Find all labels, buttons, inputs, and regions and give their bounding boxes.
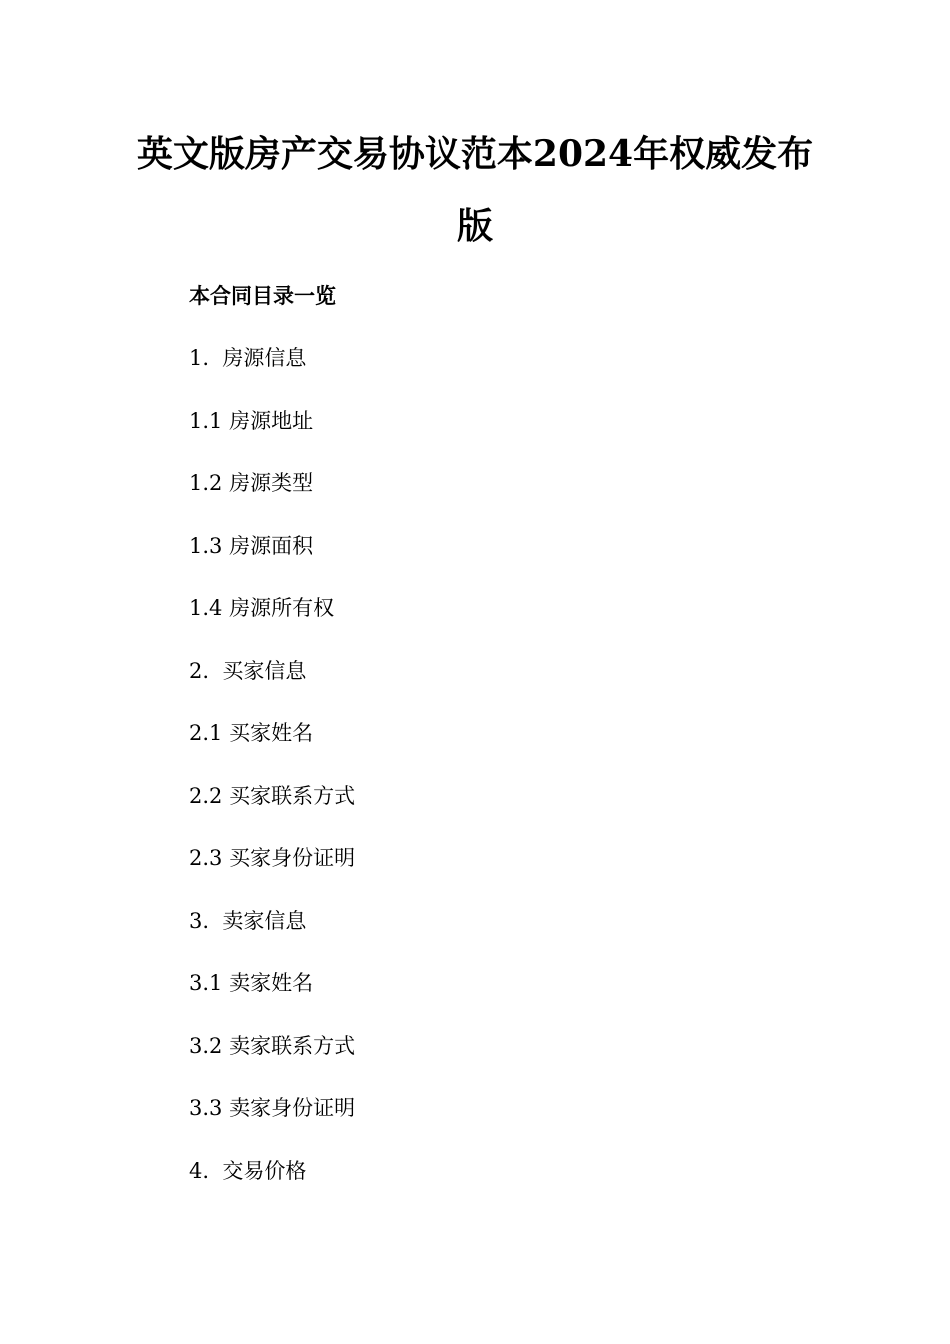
toc-item: 2.1 买家姓名 [189, 721, 314, 745]
document-title: 英文版房产交易协议范本2024年权威发布版 [136, 133, 814, 247]
toc-item: 3.3 卖家身份证明 [189, 1096, 356, 1120]
toc-item: 2.2 买家联系方式 [189, 783, 356, 808]
toc-item: 3.2 卖家联系方式 [189, 1033, 356, 1058]
toc-item: 1. 房源信息 [189, 346, 307, 370]
toc-item: 2.3 买家身份证明 [189, 846, 356, 870]
toc-heading: 本合同目录一览 [189, 283, 336, 308]
toc-item: 3.1 卖家姓名 [189, 971, 314, 995]
toc-item: 1.3 房源面积 [189, 533, 314, 558]
toc-item: 1.2 房源类型 [189, 471, 314, 495]
toc-item: 1.1 房源地址 [189, 408, 314, 433]
toc-item: 4. 交易价格 [189, 1158, 307, 1183]
table-of-contents [189, 344, 355, 1219]
toc-item: 1.4 房源所有权 [189, 596, 335, 620]
toc-item: 3. 卖家信息 [189, 908, 307, 933]
toc-item: 2. 买家信息 [189, 658, 307, 683]
